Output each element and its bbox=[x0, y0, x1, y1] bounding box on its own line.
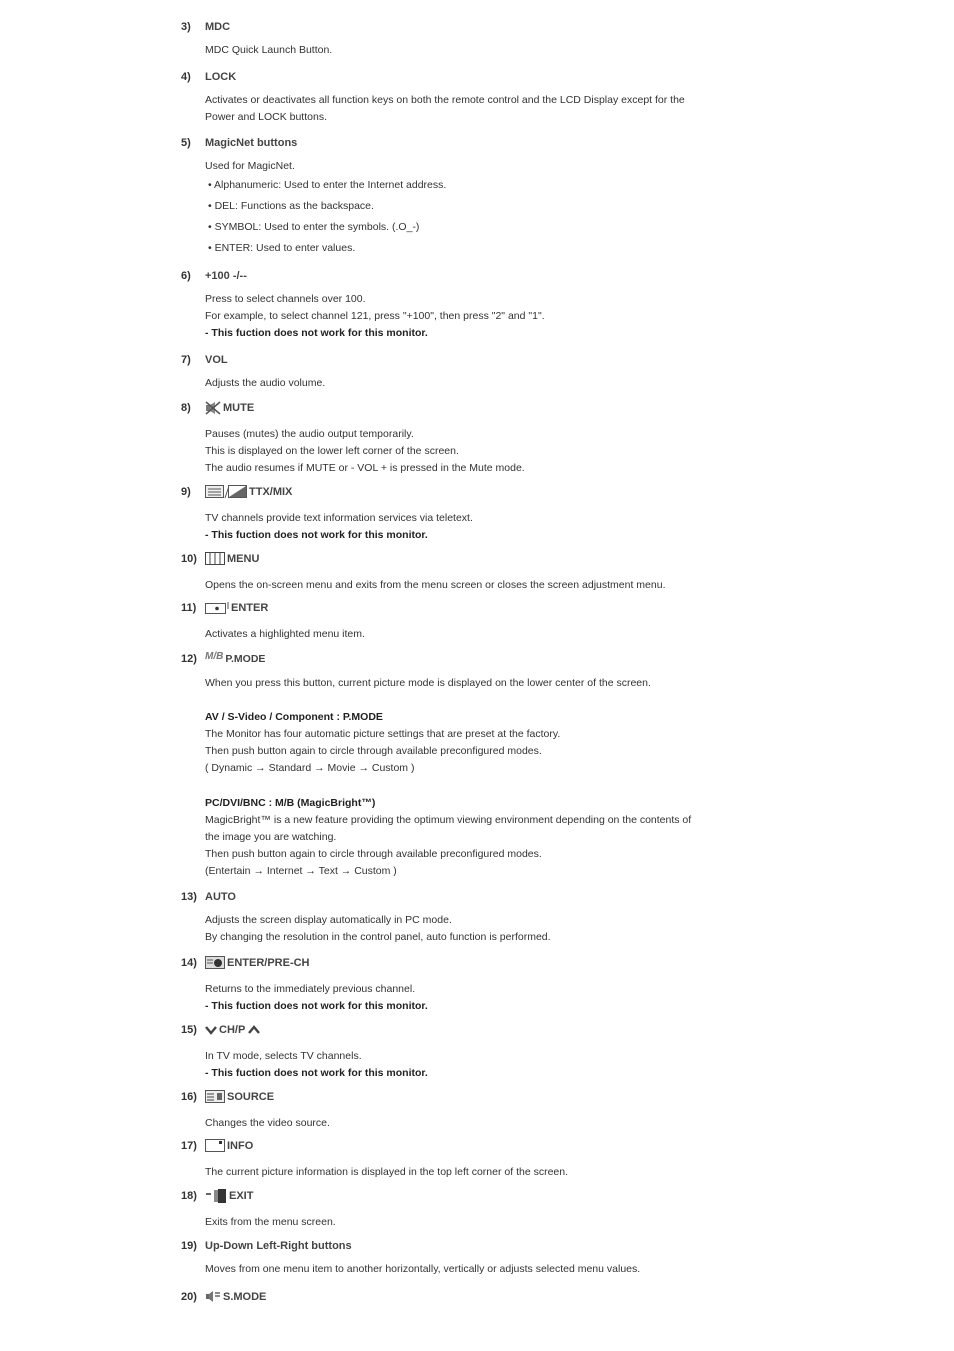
item-text: Activates or deactivates all function keys on both the remote control and the LCD Display except for the bbox=[205, 94, 685, 106]
item-text: Press to select channels over 100. bbox=[205, 293, 366, 305]
chevron-down-icon bbox=[205, 1025, 217, 1035]
item-title: TTX/MIX bbox=[249, 486, 293, 498]
item-note: - This fuction does not work for this monitor. bbox=[205, 1067, 428, 1079]
item-number: 16) bbox=[181, 1091, 197, 1103]
item-note: - This fuction does not work for this monitor. bbox=[205, 529, 428, 541]
ttx-mix-icon bbox=[205, 485, 247, 499]
item-number: 4) bbox=[181, 71, 191, 83]
item-text: When you press this button, current picture mode is displayed on the lower center of the screen. bbox=[205, 677, 651, 689]
item-enter-pre-ch bbox=[181, 954, 741, 1015]
item-number: 6) bbox=[181, 270, 191, 282]
item-title: ENTER/PRE-CH bbox=[227, 957, 310, 969]
s-mode-icon bbox=[205, 1291, 221, 1303]
item-number: 12) bbox=[181, 653, 197, 665]
item-title: S.MODE bbox=[223, 1291, 267, 1303]
item-ttx-mix bbox=[181, 483, 741, 544]
item-number: 7) bbox=[181, 354, 191, 366]
item-number: 20) bbox=[181, 1291, 197, 1303]
item-number: 5) bbox=[181, 137, 191, 149]
item-p-mode bbox=[181, 650, 741, 880]
item-title: Up-Down Left-Right buttons bbox=[205, 1240, 352, 1252]
item-text: MagicBright™ is a new feature providing the optimum viewing environment depending on the contents of bbox=[205, 814, 692, 826]
item-title: AUTO bbox=[205, 891, 236, 903]
item-enter bbox=[181, 599, 741, 643]
item-text: Adjusts the audio volume. bbox=[205, 377, 326, 389]
item-title: LOCK bbox=[205, 71, 237, 83]
item-text: Used for MagicNet. bbox=[205, 160, 295, 172]
item-text: ( Dynamic → Standard → Movie → Custom ) bbox=[205, 762, 415, 774]
item-arrow-buttons bbox=[181, 1237, 741, 1278]
item-text: Then push button again to circle through available preconfigured modes. bbox=[205, 848, 542, 860]
item-text: Power and LOCK buttons. bbox=[205, 111, 327, 123]
item-text: MDC Quick Launch Button. bbox=[205, 44, 333, 56]
item-auto bbox=[181, 888, 741, 946]
source-icon bbox=[205, 1090, 225, 1104]
item-text: Exits from the menu screen. bbox=[205, 1216, 336, 1228]
item-text: Adjusts the screen display automatically in PC mode. bbox=[205, 914, 452, 926]
item-source bbox=[181, 1088, 741, 1132]
bullet-item: • DEL: Functions as the backspace. bbox=[208, 200, 374, 212]
item-number: 19) bbox=[181, 1240, 197, 1252]
item-text: Activates a highlighted menu item. bbox=[205, 628, 365, 640]
item-text: Returns to the immediately previous channel. bbox=[205, 983, 416, 995]
item-title: CH/P bbox=[219, 1024, 246, 1036]
info-icon bbox=[205, 1139, 225, 1153]
item-title: INFO bbox=[227, 1140, 254, 1152]
item-text: The Monitor has four automatic picture settings that are preset at the factory. bbox=[205, 728, 561, 740]
item-text: The current picture information is displayed in the top left corner of the screen. bbox=[205, 1166, 569, 1178]
sub-heading: AV / S-Video / Component : P.MODE bbox=[205, 711, 383, 723]
item-title: EXIT bbox=[229, 1190, 254, 1202]
item-title: MENU bbox=[227, 553, 260, 565]
item-title: SOURCE bbox=[227, 1091, 275, 1103]
item-note: - This fuction does not work for this monitor. bbox=[205, 327, 428, 339]
sub-heading: PC/DVI/BNC : M/B (MagicBright™) bbox=[205, 797, 376, 809]
mb-icon: M/B bbox=[205, 650, 224, 662]
item-title: MUTE bbox=[223, 402, 255, 414]
item-s-mode bbox=[181, 1288, 741, 1306]
item-number: 14) bbox=[181, 957, 197, 969]
item-magicnet bbox=[181, 134, 741, 259]
item-title: MDC bbox=[205, 21, 231, 33]
item-text: By changing the resolution in the control panel, auto function is performed. bbox=[205, 931, 551, 943]
item-exit bbox=[181, 1187, 741, 1231]
item-note: - This fuction does not work for this monitor. bbox=[205, 1000, 428, 1012]
pre-ch-icon bbox=[205, 956, 225, 970]
item-number: 8) bbox=[181, 402, 191, 414]
bullet-item: • Alphanumeric: Used to enter the Internet address. bbox=[208, 179, 447, 191]
item-number: 3) bbox=[181, 21, 191, 33]
item-lock bbox=[181, 68, 741, 126]
mute-icon bbox=[205, 401, 221, 415]
item-text: the image you are watching. bbox=[205, 831, 337, 843]
item-plus100 bbox=[181, 267, 741, 342]
item-text: Moves from one menu item to another horizontally, vertically or adjusts selected menu values. bbox=[205, 1263, 641, 1275]
item-title: ENTER bbox=[231, 602, 269, 614]
chevron-up-icon bbox=[248, 1025, 260, 1035]
item-info bbox=[181, 1137, 741, 1181]
item-title: +100 -/-- bbox=[205, 270, 247, 282]
item-text: For example, to select channel 121, press "+100", then press "2" and "1". bbox=[205, 310, 545, 322]
item-number: 11) bbox=[181, 602, 197, 614]
item-vol bbox=[181, 351, 741, 392]
item-title: P.MODE bbox=[225, 653, 266, 665]
exit-icon bbox=[205, 1189, 227, 1203]
bullet-item: • SYMBOL: Used to enter the symbols. (.O_-) bbox=[208, 221, 420, 233]
item-number: 9) bbox=[181, 486, 191, 498]
menu-icon bbox=[205, 552, 225, 566]
bullet-item: • ENTER: Used to enter values. bbox=[208, 242, 356, 254]
item-number: 18) bbox=[181, 1190, 197, 1202]
item-mute bbox=[181, 399, 741, 477]
item-text: In TV mode, selects TV channels. bbox=[205, 1050, 362, 1062]
item-number: 17) bbox=[181, 1140, 197, 1152]
enter-icon bbox=[205, 601, 229, 615]
item-text: Pauses (mutes) the audio output temporarily. bbox=[205, 428, 414, 440]
item-number: 15) bbox=[181, 1024, 197, 1036]
item-text: TV channels provide text information services via teletext. bbox=[205, 512, 473, 524]
item-menu bbox=[181, 550, 741, 594]
item-text: Changes the video source. bbox=[205, 1117, 330, 1129]
item-title: VOL bbox=[205, 354, 228, 366]
item-text: This is displayed on the lower left corner of the screen. bbox=[205, 445, 459, 457]
item-text: (Entertain → Internet → Text → Custom ) bbox=[205, 865, 397, 877]
item-text: Then push button again to circle through available preconfigured modes. bbox=[205, 745, 542, 757]
item-number: 13) bbox=[181, 891, 197, 903]
item-number: 10) bbox=[181, 553, 197, 565]
item-title: MagicNet buttons bbox=[205, 137, 298, 149]
item-text: The audio resumes if MUTE or - VOL + is pressed in the Mute mode. bbox=[205, 462, 525, 474]
item-text: Opens the on-screen menu and exits from the menu screen or closes the screen adjustment menu. bbox=[205, 579, 666, 591]
item-ch-p bbox=[181, 1021, 741, 1082]
item-mdc bbox=[181, 18, 741, 59]
